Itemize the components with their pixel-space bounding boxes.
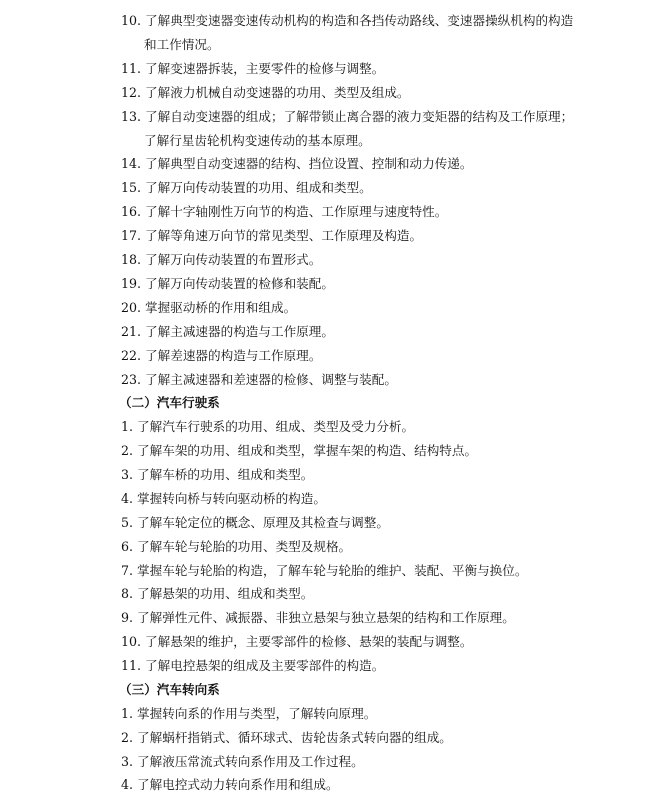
item-text: 了解等角速万向节的常见类型、工作原理及构造。 (145, 228, 423, 243)
item-number: 19. (121, 276, 142, 291)
item-text: 了解万向传动装置的检修和装配。 (145, 276, 334, 291)
list-item (121, 13, 573, 29)
list-item (121, 491, 326, 507)
list-item (121, 658, 384, 674)
item-number: 12. (121, 85, 142, 100)
list-item (121, 372, 397, 388)
list-item (121, 586, 313, 602)
item-number: 3. (121, 754, 134, 769)
item-text: 了解主减速器和差速器的检修、调整与装配。 (145, 372, 397, 387)
item-text: 了解车轮定位的概念、原理及其检查与调整。 (137, 515, 389, 530)
item-number: 1. (121, 706, 134, 721)
item-number: 13. (121, 109, 142, 124)
item-number: 7. (121, 563, 134, 578)
item-text: 掌握转向系的作用与类型，了解转向原理。 (137, 706, 377, 721)
item-text: 了解蜗杆指销式、循环球式、齿轮齿条式转向器的组成。 (137, 730, 452, 745)
item-text: 了解电控式动力转向系作用和组成。 (137, 777, 339, 792)
item-text: 了解液压常流式转向系作用及工作过程。 (137, 754, 364, 769)
list-item (121, 777, 339, 793)
item-number: 11. (121, 658, 142, 673)
item-text: 了解电控悬架的组成及主要零部件的构造。 (145, 658, 385, 673)
list-item (121, 109, 573, 125)
item-text: 了解变速器拆装，主要零件的检修与调整。 (145, 61, 385, 76)
list-item (121, 706, 376, 722)
section-heading: （三）汽车转向系 (119, 682, 220, 697)
list-item (121, 348, 321, 364)
list-item (121, 204, 447, 220)
item-number: 16. (121, 204, 142, 219)
list-item (121, 539, 351, 555)
item-number: 2. (121, 443, 134, 458)
item-number: 15. (121, 180, 142, 195)
item-text: 了解差速器的构造与工作原理。 (145, 348, 322, 363)
list-item (121, 419, 414, 435)
item-text: 了解典型自动变速器的结构、挡位设置、控制和动力传递。 (145, 156, 473, 171)
item-number: 4. (121, 491, 134, 506)
list-item (121, 252, 321, 268)
item-text: 和工作情况。 (144, 37, 220, 52)
item-number: 14. (121, 156, 142, 171)
item-number: 10. (121, 634, 142, 649)
list-item (121, 443, 477, 459)
list-item (121, 228, 422, 244)
item-number: 22. (121, 348, 142, 363)
list-item (121, 85, 410, 101)
item-text: 了解车架的功用、组成和类型，掌握车架的构造、结构特点。 (137, 443, 478, 458)
list-item-continuation (144, 37, 220, 53)
list-item (121, 563, 527, 579)
list-item (121, 300, 296, 316)
list-item (121, 324, 334, 340)
item-number: 23. (121, 372, 142, 387)
item-number: 20. (121, 300, 142, 315)
item-text: 掌握驱动桥的作用和组成。 (145, 300, 297, 315)
item-text: 了解万向传动装置的布置形式。 (145, 252, 322, 267)
item-text: 掌握转向桥与转向驱动桥的构造。 (137, 491, 326, 506)
item-number: 11. (121, 61, 142, 76)
list-item (121, 180, 372, 196)
list-item (121, 634, 472, 650)
item-number: 8. (121, 586, 134, 601)
item-text: 了解十字轴刚性万向节的构造、工作原理与速度特性。 (145, 204, 448, 219)
item-number: 2. (121, 730, 134, 745)
item-number: 3. (121, 467, 134, 482)
item-text: 了解弹性元件、减振器、非独立悬架与独立悬架的结构和工作原理。 (137, 610, 515, 625)
item-number: 4. (121, 777, 134, 792)
item-text: 了解液力机械自动变速器的功用、类型及组成。 (145, 85, 410, 100)
list-item (121, 467, 313, 483)
list-item (121, 730, 452, 746)
list-item (121, 276, 334, 292)
item-number: 6. (121, 539, 134, 554)
item-text: 掌握车轮与轮胎的构造，了解车轮与轮胎的维护、装配、平衡与换位。 (137, 563, 528, 578)
item-text: 了解主减速器的构造与工作原理。 (145, 324, 334, 339)
list-item-continuation (144, 133, 371, 149)
item-text: 了解万向传动装置的功用、组成和类型。 (145, 180, 372, 195)
item-number: 10. (121, 13, 142, 28)
list-item (121, 156, 472, 172)
item-text: 了解悬架的功用、组成和类型。 (137, 586, 314, 601)
item-number: 17. (121, 228, 142, 243)
item-text: 了解车桥的功用、组成和类型。 (137, 467, 314, 482)
list-item (121, 754, 364, 770)
item-text: 了解典型变速器变速传动机构的构造和各挡传动路线、变速器操纵机构的构造 (145, 13, 574, 28)
item-number: 9. (121, 610, 134, 625)
item-text: 了解自动变速器的组成；了解带锁止离合器的液力变矩器的结构及工作原理； (145, 109, 574, 124)
list-item (121, 61, 384, 77)
item-text: 了解车轮与轮胎的功用、类型及规格。 (137, 539, 352, 554)
item-number: 1. (121, 419, 134, 434)
item-number: 18. (121, 252, 142, 267)
item-text: 了解汽车行驶系的功用、组成、类型及受力分析。 (137, 419, 415, 434)
list-item (121, 515, 389, 531)
item-number: 5. (121, 515, 134, 530)
item-number: 21. (121, 324, 142, 339)
item-text: 了解悬架的维护，主要零部件的检修、悬架的装配与调整。 (145, 634, 473, 649)
list-item (121, 610, 515, 626)
item-text: 了解行星齿轮机构变速传动的基本原理。 (144, 133, 371, 148)
section-heading: （二）汽车行驶系 (119, 395, 220, 410)
